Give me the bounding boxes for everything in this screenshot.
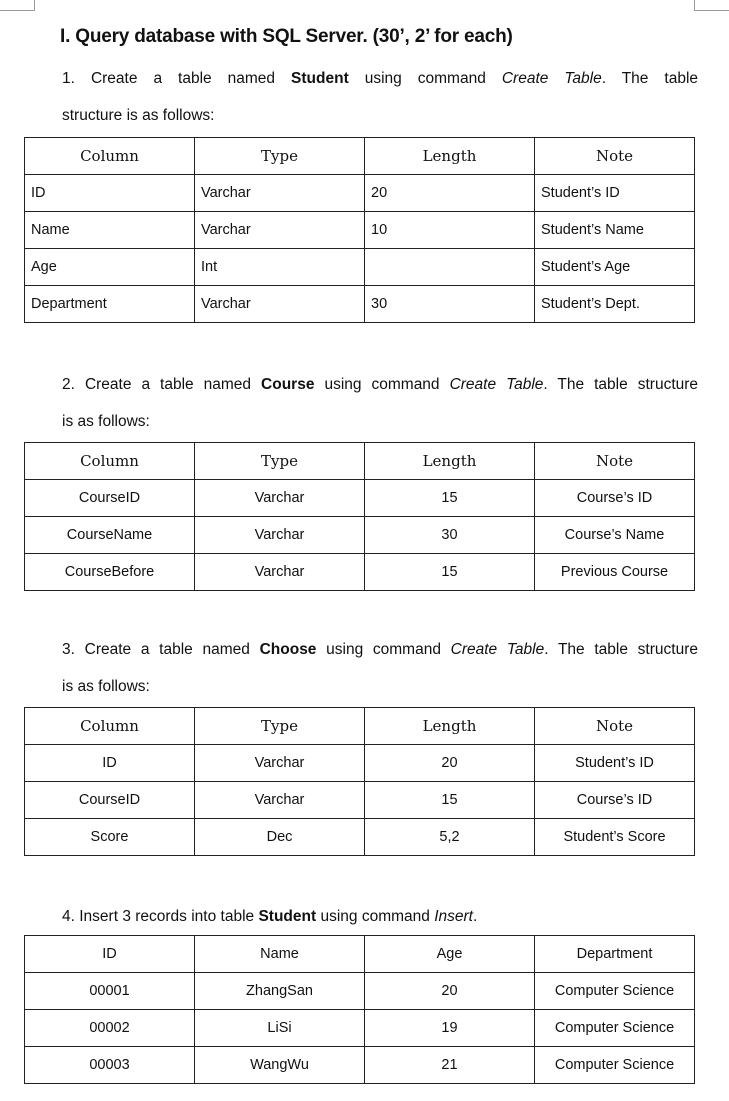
table-row [25, 286, 695, 323]
table-cell: Varchar [195, 480, 365, 517]
table-name: Student [258, 908, 317, 925]
header-cell: Column [25, 708, 195, 745]
table-cell: Computer Science [535, 1010, 695, 1047]
command-name: Create Table [501, 70, 602, 87]
table-cell: Student’s Dept. [535, 286, 695, 323]
table-cell: Dec [195, 819, 365, 856]
table-row [25, 782, 695, 819]
table-header-row [25, 138, 695, 175]
table-cell: 20 [365, 973, 535, 1010]
table-row [25, 517, 695, 554]
table-cell: 15 [365, 554, 535, 591]
table-cell: CourseID [25, 480, 195, 517]
header-cell: Length [365, 443, 535, 480]
table-cell: Computer Science [535, 973, 695, 1010]
table-cell: Score [25, 819, 195, 856]
question-1-line-1: 1. Create a table named Student using command Create Table. The table [62, 70, 699, 87]
table-header-row [25, 443, 695, 480]
table-row [25, 745, 695, 782]
table-cell: CourseID [25, 782, 195, 819]
table-header-row [25, 708, 695, 745]
table-cell: 00002 [25, 1010, 195, 1047]
table-cell: 19 [365, 1010, 535, 1047]
table-row [25, 212, 695, 249]
header-cell: ID [25, 936, 195, 973]
table-cell: Varchar [195, 554, 365, 591]
table-row [25, 175, 695, 212]
course-structure-table [24, 442, 695, 591]
table-cell: 10 [365, 212, 535, 249]
question-4 [62, 898, 698, 935]
table-row [25, 480, 695, 517]
table-cell: ID [25, 175, 195, 212]
table-cell: ID [25, 745, 195, 782]
table-cell: 15 [365, 782, 535, 819]
table-cell: Varchar [195, 782, 365, 819]
question-3 [62, 631, 698, 705]
table-cell: Previous Course [535, 554, 695, 591]
question-3-line-2: is as follows: [62, 678, 150, 695]
question-2 [62, 366, 698, 440]
page-corner-marker-left [0, 0, 35, 11]
command-name: Create Table [450, 641, 545, 658]
table-row [25, 249, 695, 286]
table-row [25, 819, 695, 856]
table-cell: Varchar [195, 745, 365, 782]
table-cell: 20 [365, 745, 535, 782]
page-corner-marker-right [694, 0, 729, 11]
table-cell: Computer Science [535, 1047, 695, 1084]
table-cell: 5,2 [365, 819, 535, 856]
question-2-line-1: 2. Create a table named Course using command Create Table. The table structure [62, 376, 699, 393]
header-cell: Age [365, 936, 535, 973]
table-name: Course [261, 376, 315, 393]
table-cell: 00001 [25, 973, 195, 1010]
table-cell: Course’s ID [535, 782, 695, 819]
table-cell: Age [25, 249, 195, 286]
table-cell: 21 [365, 1047, 535, 1084]
table-cell: 30 [365, 286, 535, 323]
table-cell: Course’s Name [535, 517, 695, 554]
header-cell: Type [195, 708, 365, 745]
table-name: Student [291, 70, 349, 87]
table-row [25, 973, 695, 1010]
table-cell: Varchar [195, 212, 365, 249]
table-cell: Varchar [195, 286, 365, 323]
table-cell: Int [195, 249, 365, 286]
question-1-line-2: structure is as follows: [62, 107, 215, 124]
question-4-line-1: 4. Insert 3 records into table Student using command Insert. [62, 908, 478, 925]
choose-structure-table [24, 707, 695, 856]
question-3-line-1: 3. Create a table named Choose using command Create Table. The table structure [62, 641, 698, 658]
table-cell: LiSi [195, 1010, 365, 1047]
table-row [25, 1010, 695, 1047]
header-cell: Length [365, 138, 535, 175]
table-row [25, 554, 695, 591]
table-cell: Course’s ID [535, 480, 695, 517]
table-cell: 20 [365, 175, 535, 212]
question-2-line-2: is as follows: [62, 413, 150, 430]
table-cell: Department [25, 286, 195, 323]
table-cell: Name [25, 212, 195, 249]
header-cell: Type [195, 443, 365, 480]
command-name: Create Table [449, 376, 544, 393]
table-cell: 15 [365, 480, 535, 517]
table-cell: Student’s Score [535, 819, 695, 856]
question-1 [62, 60, 698, 134]
table-cell: CourseBefore [25, 554, 195, 591]
table-name: Choose [259, 641, 317, 658]
header-cell: Column [25, 138, 195, 175]
section-heading: I. Query database with SQL Server. (30’, 2’ for each) [60, 26, 513, 47]
table-cell: Varchar [195, 175, 365, 212]
header-cell: Note [535, 138, 695, 175]
header-cell: Department [535, 936, 695, 973]
table-cell: CourseName [25, 517, 195, 554]
table-cell: ZhangSan [195, 973, 365, 1010]
header-cell: Type [195, 138, 365, 175]
table-cell: Student’s ID [535, 175, 695, 212]
header-cell: Note [535, 443, 695, 480]
header-cell: Name [195, 936, 365, 973]
table-cell [365, 249, 535, 286]
header-cell: Length [365, 708, 535, 745]
table-cell: 00003 [25, 1047, 195, 1084]
table-row [25, 1047, 695, 1084]
table-cell: Student’s ID [535, 745, 695, 782]
student-records-table [24, 935, 695, 1084]
table-cell: Varchar [195, 517, 365, 554]
table-cell: Student’s Name [535, 212, 695, 249]
table-header-row [25, 936, 695, 973]
table-cell: Student’s Age [535, 249, 695, 286]
table-cell: 30 [365, 517, 535, 554]
table-cell: WangWu [195, 1047, 365, 1084]
header-cell: Column [25, 443, 195, 480]
header-cell: Note [535, 708, 695, 745]
command-name: Insert [434, 908, 473, 925]
student-structure-table [24, 137, 695, 323]
